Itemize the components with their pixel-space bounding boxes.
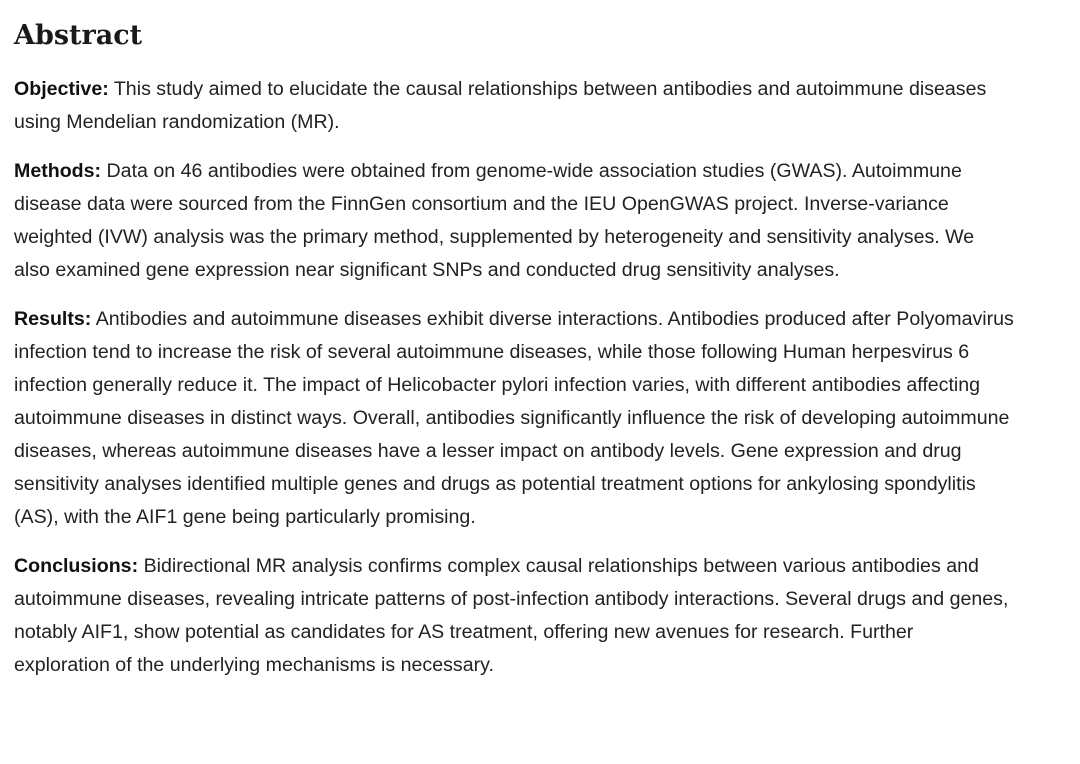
conclusions-paragraph	[14, 550, 1014, 682]
objective-label: Objective:	[14, 78, 109, 100]
methods-label: Methods:	[14, 160, 102, 182]
objective-text: This study aimed to elucidate the causal relationships between antibodies and autoimmune diseases using Mendelian randomization (MR).	[14, 78, 987, 133]
conclusions-text: Bidirectional MR analysis confirms complex causal relationships between various antibodies and autoimmune diseases, revealing intricate patterns of post-infection antibody interactions. Several drugs and genes, notably AIF1, show potential as candidates for AS treatment, offering new avenues for research. Further exploration of the underlying mechanisms is necessary.	[14, 555, 1009, 676]
results-label: Results:	[14, 308, 92, 330]
abstract-heading: Abstract	[14, 20, 143, 51]
results-paragraph	[14, 303, 1014, 534]
methods-text: Data on 46 antibodies were obtained from genome-wide association studies (GWAS). Autoimmune disease data were sourced from the FinnGen consortium and the IEU OpenGWAS project. Inverse-variance weighted (IVW) analysis was the primary method, supplemented by heterogeneity and sensitivity analyses. We also examined gene expression near significant SNPs and conducted drug sensitivity analyses.	[14, 160, 975, 281]
objective-paragraph	[14, 73, 1014, 139]
results-text: Antibodies and autoimmune diseases exhibit diverse interactions. Antibodies produced after Polyomavirus infection tend to increase the risk of several autoimmune diseases, while those following Human herpesvirus 6 infection generally reduce it. The impact of Helicobacter pylori infection varies, with different antibodies affecting autoimmune diseases in distinct ways. Overall, antibodies significantly influence the risk of developing autoimmune diseases, whereas autoimmune diseases have a lesser impact on antibody levels. Gene expression and drug sensitivity analyses identified multiple genes and drugs as potential treatment options for ankylosing spondylitis (AS), with the AIF1 gene being particularly promising.	[14, 308, 1014, 528]
conclusions-label: Conclusions:	[14, 555, 139, 577]
abstract-section	[14, 16, 1014, 698]
methods-paragraph	[14, 155, 1014, 287]
